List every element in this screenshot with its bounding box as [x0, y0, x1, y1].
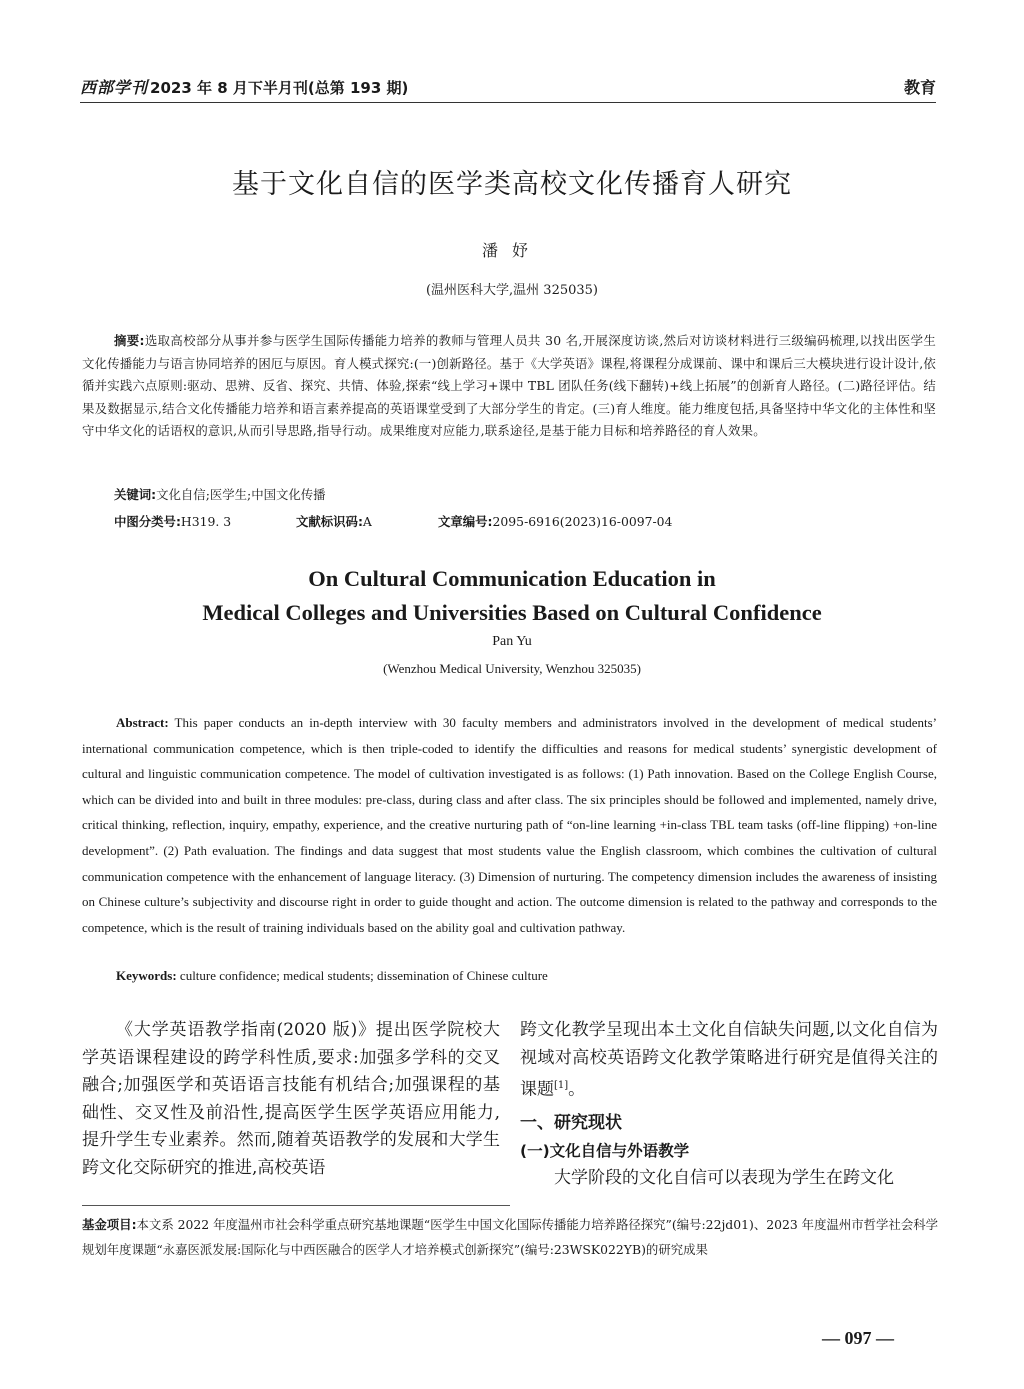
body-paragraph-right-2: 大学阶段的文化自信可以表现为学生在跨文化	[554, 1168, 894, 1189]
clc-number	[114, 512, 231, 530]
keywords-english-label: Keywords:	[116, 968, 177, 983]
keywords-english-text: culture confidence; medical students; dissemination of Chinese culture	[179, 968, 548, 983]
author-english: Pan Yu	[492, 634, 532, 649]
body-paragraph-right	[520, 1017, 938, 1104]
title-english-line1: On Cultural Communication Education in	[308, 566, 716, 591]
funding-footnote	[82, 1212, 938, 1262]
section-heading-1: 一、研究现状	[520, 1113, 622, 1134]
citation-1[interactable]: [1]	[554, 1080, 569, 1091]
author-chinese: 潘妤	[481, 241, 542, 260]
affiliation-english: (Wenzhou Medical University, Wenzhou 325035)	[383, 661, 641, 676]
document-code-label: 文献标识码:	[296, 514, 363, 529]
article-number-value: 2095-6916(2023)16-0097-04	[492, 514, 673, 529]
body-paragraph-right-end: 。	[568, 1079, 586, 1100]
body-paragraph-left: 《大学英语教学指南(2020 版)》提出医学院校大学英语课程建设的跨学科性质,要求:加强多学科的交叉融合;加强医学和英语语言技能有机结合;加强课程的基础性、交叉性及前沿性,提高医学生医学英语应用能力,提升学生专业素养。然而,随着英语教学的发展和大学生跨文化交际研究的推进,高校英语	[82, 1020, 500, 1178]
keywords-english	[116, 968, 548, 984]
funding-text: 本文系 2022 年度温州市社会科学重点研究基地课题“医学生中国文化国际传播能力培养路径探究”(编号:22jd01)、2023 年度温州市哲学社会科学规划年度课题“永嘉医派发展:国际化与中西医融合的医学人才培养模式创新探究”(编号:23WSK022YB)的研究成果	[82, 1217, 938, 1257]
clc-label: 中图分类号:	[114, 514, 181, 529]
abstract-english-label: Abstract:	[116, 715, 169, 730]
abstract-english-text: This paper conducts an in-depth interview with 30 faculty members and administrators involved in the development of medical students’ international communication competence, which is then triple-coded to identify the difficulties and reasons for medical students’ synergistic development of cultural and linguistic communication competence. The model of cultivation investigated is as follows: (1) Path innovation. Based on the College English Course, which can be divided into and built in three modules: pre-class, during class and after class. The six principles should be followed and implemented, namely drive, critical thinking, reflection, inquiry, empathy, experience, and the creative nurturing path of “on-line learning +in-class TBL team tasks (off-line flipping) +on-line development”. (2) Path evaluation. The findings and data suggest that most students value the English classroom, which combines the cultivation of cultural communication competence with the enhancement of language literacy. (3) Dimension of nurturing. The competency dimension includes the awareness of insisting on Chinese culture’s subjectivity and discourse right in order to guide thought and action. The outcome dimension is related to the pathway and corresponds to the competence, which is the result of training individuals based on the ability goal and cultivation pathway.	[82, 715, 937, 935]
journal-logo: 西部学刊	[80, 78, 149, 97]
footnote-divider	[82, 1205, 510, 1206]
title-english-line2: Medical Colleges and Universities Based on Cultural Confidence	[202, 600, 822, 625]
keywords-chinese-label: 关键词:	[114, 487, 157, 502]
abstract-chinese	[82, 330, 936, 443]
keywords-chinese-text: 文化自信;医学生;中国文化传播	[156, 487, 326, 502]
page-number: — 097 —	[822, 1328, 894, 1348]
document-code	[296, 512, 372, 530]
abstract-chinese-text: 选取高校部分从事并参与医学生国际传播能力培养的教师与管理人员共 30 名,开展深度访谈,然后对访谈材料进行三级编码梳理,以找出医学生文化传播能力与语言协同培养的困厄与原因。育人模式探究:(一)创新路径。基于《大学英语》课程,将课程分成课前、课中和课后三大模块进行设计设计,依循并实践六点原则:驱动、思辨、反省、探究、共情、体验,探索“线上学习+课中 TBL 团队任务(线下翻转)+线上拓展”的创新育人路径。(二)路径评估。结果及数据显示,结合文化传播能力培养和语言素养提高的英语课堂受到了大部分学生的肯定。(三)育人维度。能力维度包括,具备坚持中华文化的主体性和坚守中华文化的话语权的意识,从而引导思路,指导行动。成果维度对应能力,联系途径,是基于能力目标和培养路径的育人效果。	[82, 333, 936, 438]
issue-info: 2023 年 8 月下半月刊(总第 193 期)	[150, 79, 409, 97]
title-english	[80, 562, 944, 630]
affiliation-chinese: (温州医科大学,温州 325035)	[425, 283, 599, 298]
body-paragraph-right-text: 跨文化教学呈现出本土文化自信缺失问题,以文化自信为视域对高校英语跨文化教学策略进行研究是值得关注的课题	[520, 1020, 938, 1100]
document-code-value: A	[362, 514, 372, 529]
title-chinese: 基于文化自信的医学类高校文化传播育人研究	[232, 169, 792, 200]
clc-value: H319. 3	[180, 514, 232, 529]
funding-label: 基金项目:	[82, 1217, 137, 1232]
body-column-left	[82, 1017, 500, 1182]
running-header	[80, 72, 936, 103]
article-number	[438, 512, 672, 530]
body-column-right	[520, 1017, 938, 1193]
keywords-chinese	[114, 485, 326, 503]
journal-info	[80, 75, 408, 98]
section-name: 教育	[903, 78, 936, 97]
article-number-label: 文章编号:	[438, 514, 493, 529]
subsection-heading-1: (一)文化自信与外语教学	[520, 1141, 690, 1160]
abstract-english	[82, 710, 937, 940]
abstract-chinese-label: 摘要:	[114, 333, 145, 348]
